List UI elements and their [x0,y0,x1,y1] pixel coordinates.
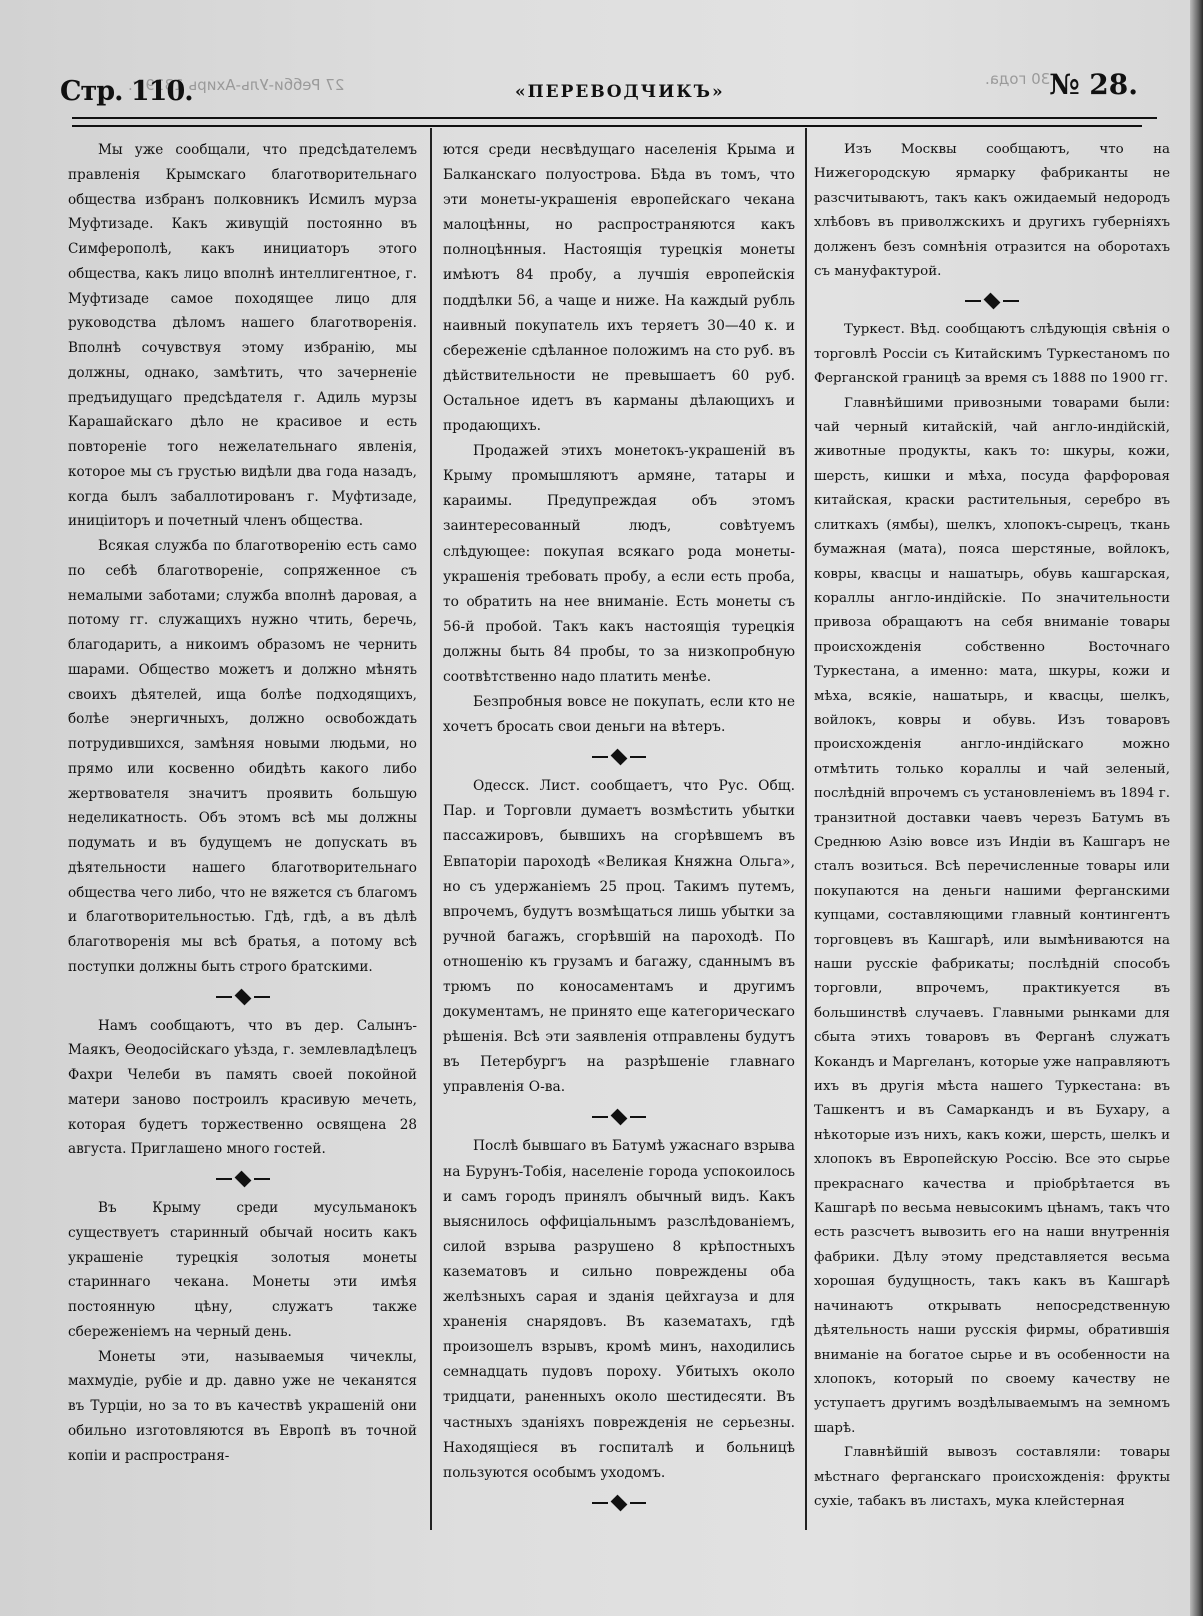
ornament-bar [592,1502,608,1504]
column-divider-1 [430,128,432,1530]
article-paragraph: Продажей этихъ монетокъ-украшеній въ Крыму промышляютъ армяне, татары и караимы. Предупреждая объ этомъ заинтересованный людъ, совѣтуемъ слѣдующее: покупая всякаго рода монеты-украшенія требовать пробу, а если есть проба, то обратить на нее вниманіе. Есть монеты съ 56-й пробой. Такъ какъ настоящія турецкія должны быть 84 пробы, то за низкопробную соотвѣтственно надо платить менѣе. [443,443,795,685]
column-right [814,138,1170,1514]
section-divider-ornament [443,740,795,774]
article-paragraph: Главнѣйшими привозными товарами были: чай черный китайскій, чай англо-индійскій, животные продукты, какъ то: шкуры, кожи, шерсть, кишки и мѣха, посуда фарфоровая китайская, краски растительныя, серебро въ слиткахъ (ямбы), шелкъ, хлопокъ-сырецъ, ткань бумажная (мата), пояса шерстяные, войлокъ, ковры, квасцы и нашатырь, обувь кашгарская, кораллы англо-индійскіе. По значительности привоза обращаютъ на себя вниманіе товары происхожденія собственно Восточнаго Туркестана, а именно: мата, шкуры, кожи и мѣха, всякіе, нашатырь, и квасцы, шелкъ, войлокъ, ковры и обувь. Изъ товаровъ происхожденія англо-индійскаго можно отмѣтить только кораллы и чай зеленый, послѣдній впрочемъ съ установленіемъ въ 1894 г. транзитной доставки чаевъ черезъ Батумъ въ Среднюю Азію вовсе изъ Индіи въ Кашгаръ не сталъ возиться. Всѣ перечисленные товары или покупаются на деньги нашими ферганскими купцами, составляющими главный контингентъ торговцевъ въ Кашгарѣ, или вымѣниваются на наши русскіе фабрикаты; послѣдній способъ торговли, впрочемъ, практикуется въ большинствѣ случаевъ. Главными рынками для сбыта этихъ товаровъ въ Ферганѣ служатъ Кокандъ и Маргеланъ, которые уже направляютъ ихъ въ другія мѣста нашего Туркестана: въ Ташкентъ и въ Самаркандъ и въ Бухару, а нѣкоторые изъ нихъ, какъ кожи, шерсть, шелкъ и хлопокъ въ Европейскую Россію. Все это сырье прекраснаго качества и пріобрѣтается въ Кашгарѣ по весьма невысокимъ цѣнамъ, такъ что есть разсчетъ вывозить его на наши внутреннія фабрики. Дѣлу этому представляется весьма хорошая будущность, такъ какъ въ Кашгарѣ начинаютъ открывать непосредственную дѣятельность наши русскія фирмы, обратившія вниманіе на богатое сырье и въ особенности на хлопокъ, который по своему качеству не уступаетъ другимъ воздѣлываемымъ на земномъ шарѣ. [814,395,1170,1436]
page-header [60,68,1150,112]
ornament-bar [216,996,232,998]
diamond-ornament-icon [234,988,251,1005]
ornament-bar [592,1116,608,1118]
show-through-text-left: 27 Ребби-Уль-Ахирь 1319 г. [128,76,345,94]
article-paragraph: Безпробныя вовсе не покупать, если кто не хочетъ бросать свои деньги на вѣтеръ. [443,694,795,736]
masthead-title: «ПЕРЕВОДЧИКЪ» [515,82,725,102]
article-paragraph: Послѣ бывшаго въ Батумѣ ужаснаго взрыва на Бурунъ-Тобія, населеніе города успокоилось и самъ городъ принялъ обычный видъ. Какъ выяснилось оффиціальнымъ разслѣдованіемъ, силой взрыва разрушено 8 крѣпостныхъ казематовъ и сильно повреждены оба желѣзныхъ сарая и зданія цейхгауза и для храненія снарядовъ. Въ казематахъ, гдѣ произошелъ взрывъ, кромѣ минъ, находились семнадцать пудовъ пороху. Убитыхъ около тридцати, раненныхъ около шестидесяти. Въ частныхъ зданіяхъ поврежденія не серьезны. Находящіеся въ госпиталѣ и больницѣ пользуются особымъ уходомъ. [443,1138,795,1481]
article-paragraph: Главнѣйшій вывозъ составляли: товары мѣстнаго ферганскаго происхожденія: фрукты сухіе, табакъ въ листахъ, мука клейстерная [814,1445,1170,1509]
ornament-bar [1003,300,1019,302]
article-paragraph: Всякая служба по благотворенію есть само по себѣ благотвореніе, сопряженное съ немалыми заботами; служба вполнѣ даровая, а потому гг. служащихъ нужно чтить, беречь, благодарить, а никоимъ образомъ не чернить шарами. Общество можетъ и должно мѣнять своихъ дѣятелей, ища болѣе подходящихъ, болѣе энергичныхъ, должно освобождать потрудившихся, замѣняя новыми людьми, но прямо или косвенно обидѣть какого либо жертвователя значитъ проявить большую неделикатность. Объ этомъ всѣ мы должны подумать и въ будущемъ не допускать въ дѣятельности нашего благотворительнаго общества чего либо, что не вяжется съ благомъ и благотворительностью. Гдѣ, гдѣ, а въ дѣлѣ благотворенія мы всѣ братья, а потому всѣ поступки должны быть строго братскими. [68,538,417,975]
diamond-ornament-icon [611,1494,628,1511]
article-paragraph: Изъ Москвы сообщаютъ, что на Нижегородскую ярмарку фабриканты не разсчитываютъ, такъ какъ ожидаемый недородъ хлѣбовъ въ приволжскихъ и другихъ губерніяхъ долженъ безъ сомнѣнія отразится на оборотахъ съ мануфактурой. [814,142,1170,280]
column-left [68,138,417,1468]
ornament-bar [630,1116,646,1118]
diamond-ornament-icon [611,749,628,766]
diamond-ornament-icon [611,1109,628,1126]
column-middle [443,138,795,1520]
ornament-bar [254,1178,270,1180]
ornament-bar [592,756,608,758]
ornament-bar [630,756,646,758]
header-rule-bottom [72,125,1142,127]
ornament-bar [630,1502,646,1504]
article-paragraph: Въ Крыму среди мусульманокъ существуетъ старинный обычай носить какъ украшеніе турецкія золотыя монеты стариннаго чекана. Монеты эти имѣя постоянную цѣну, служатъ также сбереженіемъ на черный день. [68,1200,417,1340]
issue-number: № 28. [1049,68,1138,101]
section-divider-ornament [68,980,417,1014]
column-divider-2 [805,128,807,1530]
article-paragraph: Туркест. Вѣд. сообщаютъ слѣдующія свѣнія о торговлѣ Россіи съ Китайскимъ Туркестаномъ по Ферганской границѣ за время съ 1888 по 1900 гг. [814,322,1170,387]
ornament-bar [216,1178,232,1180]
article-paragraph: Монеты эти, называемыя чичеклы, махмудіе, рубіе и др. давно уже не чеканятся въ Турціи, но за то въ качествѣ украшеній они обильно изготовляются въ Европѣ въ точной копіи и распространя- [68,1348,417,1464]
section-divider-ornament [443,1486,795,1520]
page-edge-shadow [1190,0,1203,1616]
section-divider-ornament [68,1162,417,1196]
article-paragraph: Намъ сообщаютъ, что въ дер. Салынъ-Маякъ, Ѳеодосійскаго уѣзда, г. землевладѣлецъ Фахри Челеби въ память своей покойной матери заново построилъ красивую мечеть, которая будетъ торжественно освящена 28 августа. Приглашено много гостей. [68,1017,417,1158]
diamond-ornament-icon [234,1171,251,1188]
article-paragraph: Одесск. Лист. сообщаетъ, что Рус. Общ. Пар. и Торговли думаетъ возмѣстить убытки пассажировъ, бывшихъ на сгорѣвшемъ въ Евпаторіи пароходѣ «Великая Княжна Ольга», но съ удержаніемъ 25 проц. Такимъ путемъ, впрочемъ, будутъ возмѣщаться лишь убытки за ручной багажъ, сгорѣвшій на пароходѣ. По отношенію къ грузамъ и багажу, сданнымъ въ трюмъ по коносаментамъ и другимъ документамъ, не принято еще категорическаго рѣшенія. Всѣ эти заявленія отправлены будутъ въ Петербургъ на разрѣшеніе главнаго управленія О-ва. [443,778,795,1096]
article-paragraph: ются среди несвѣдущаго населенія Крыма и Балканскаго полуострова. Бѣда въ томъ, что эти монеты-украшенія европейскаго чекана малоцѣнны, но распространяются какъ полноцѣнныя. Настоящія турецкія монеты имѣютъ 84 пробу, а лучшія европейскія поддѣлки 56, а чаще и ниже. На каждый рубль наивный покупатель ихъ теряетъ 30—40 к. и сбереженіе сдѣланное положимъ на сто руб. въ дѣйствительности не превышаетъ 60 руб. Остальное идетъ въ карманы дѣлающихъ и продающихъ. [443,142,795,435]
page-number: Стр. 110. [60,76,193,107]
section-divider-ornament [814,284,1170,318]
header-rule-top [72,117,1157,119]
ornament-bar [965,300,981,302]
ornament-bar [254,996,270,998]
diamond-ornament-icon [984,293,1001,310]
article-paragraph: Мы уже сообщали, что предсѣдателемъ правленія Крымскаго благотворительнаго общества избранъ полковникъ Исмилъ мурза Муфтизаде. Какъ живущій постоянно въ Симферополѣ, какъ инициаторъ этого общества, какъ лицо вполнѣ интеллигентное, г. Муфтизаде самое походящее лицо для руководства дѣломъ нашего благотворенія. Вполнѣ сочувствуя этому избранію, мы должны, однако, замѣтить, что зачерненіе предъидущаго предсѣдателя г. Адиль мурзы Карашайскаго дѣло не красивое и есть повтореніе того нежелательнаго явленія, которое мы съ грустью видѣли два года назадъ, когда былъ забаллотированъ г. Муфтизаде, иницiиторъ и почетный членъ общества. [68,142,417,530]
section-divider-ornament [443,1100,795,1134]
show-through-text-right: 30 года. [985,70,1051,88]
